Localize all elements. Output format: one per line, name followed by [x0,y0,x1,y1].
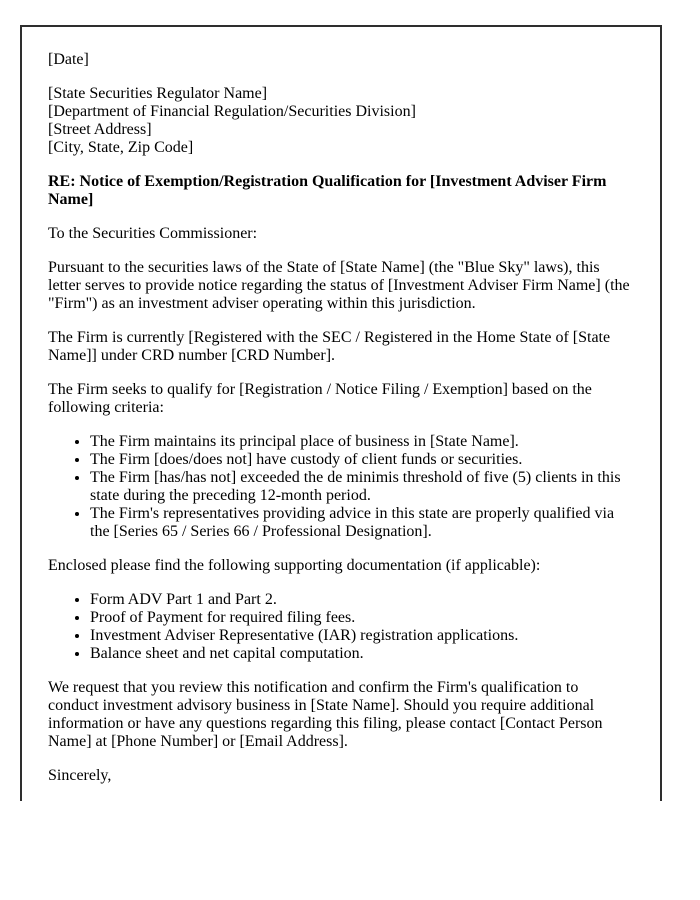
paragraph-enclosed-intro: Enclosed please find the following supporting documentation (if applicable): [48,557,541,574]
enclosure-item-form-adv: • Form ADV Part 1 and Part 2. [90,591,632,609]
enclosure-item-balance-sheet: • Balance sheet and net capital computation. [90,645,632,663]
criteria-item-principal-place: • The Firm maintains its principal place of business in [State Name]. [90,433,632,451]
criteria-item-representatives: • The Firm's representatives providing advice in this state are properly qualified via the [Series 65 / Series 66 / Professional Designation]. [90,505,632,541]
recipient-line-street: [Street Address] [48,121,152,138]
criteria-item-de-minimis: • The Firm [has/has not] exceeded the de minimis threshold of five (5) clients in this state during the preceding 12-month period. [90,469,632,505]
subject-line: RE: Notice of Exemption/Registration Qualification for [Investment Adviser Firm Name] [48,173,607,208]
paragraph-registration-status: The Firm is currently [Registered with the SEC / Registered in the Home State of [State Name]] under CRD number [CRD Number]. [48,329,611,364]
enclosure-item-payment-proof: • Proof of Payment for required filing fees. [90,609,632,627]
letter-border-frame [20,25,662,801]
enclosure-item-iar-applications: • Investment Adviser Representative (IAR) registration applications. [90,627,632,645]
signoff: Sincerely, [48,767,112,784]
paragraph-qualify-intro: The Firm seeks to qualify for [Registration / Notice Filing / Exemption] based on the following criteria: [48,381,592,416]
recipient-line-city: [City, State, Zip Code] [48,139,194,156]
criteria-list [48,433,632,541]
date-placeholder: [Date] [48,51,89,68]
enclosures-list [48,591,632,663]
paragraph-pursuant: Pursuant to the securities laws of the State of [State Name] (the "Blue Sky" laws), this letter serves to provide notice regarding the status of [Investment Adviser Firm Name] (the "Firm") as an investment adviser operating within this jurisdiction. [48,259,630,312]
paragraph-request: We request that you review this notification and confirm the Firm's qualification to conduct investment advisory business in [State Name]. Should you require additional information or have any questions regarding this filing, please contact [Contact Person Name] at [Phone Number] or [Email Address]. [48,679,603,750]
salutation: To the Securities Commissioner: [48,225,258,242]
recipient-line-regulator: [State Securities Regulator Name] [48,85,268,102]
recipient-address-block [48,85,632,157]
recipient-line-department: [Department of Financial Regulation/Securities Division] [48,103,416,120]
criteria-item-custody: • The Firm [does/does not] have custody of client funds or securities. [90,451,632,469]
